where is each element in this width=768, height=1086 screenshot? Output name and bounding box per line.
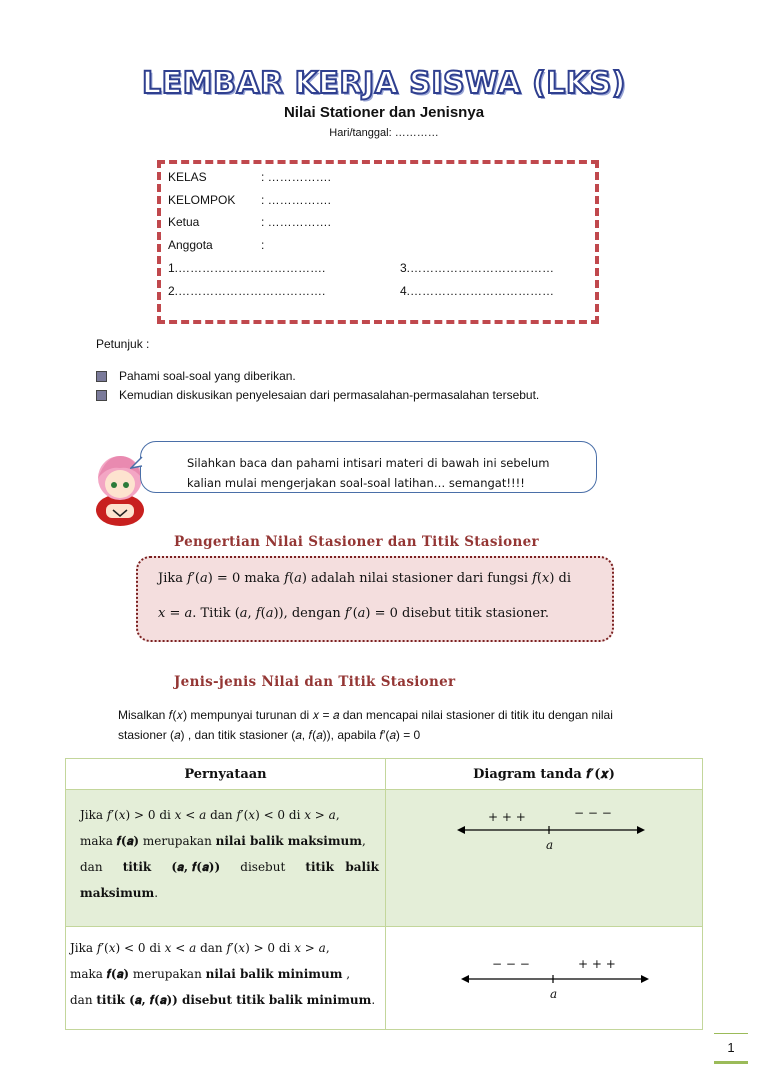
point-label: 𝑎 xyxy=(550,987,558,1001)
section-heading: Pengertian Nilai Stasioner dan Titik Stasioner xyxy=(174,534,539,550)
member-1-field: 1.………………………………. xyxy=(168,261,326,275)
intro-text: stasioner (𝑎) , dan titik stasioner (𝑎, 𝑓(𝑎)), apabila 𝑓′(𝑎) = 0 xyxy=(118,728,421,742)
member-4-field: 4.……………………………… xyxy=(400,284,555,298)
kelompok-field: : ……………. xyxy=(261,193,332,207)
point-label: 𝑎 xyxy=(546,838,554,852)
instruction-item xyxy=(96,369,296,383)
date-field: Hari/tanggal: ………… xyxy=(329,127,439,139)
statement-line: maka 𝒇(𝒂) merupakan nilai balik maksimum, xyxy=(80,834,366,848)
statement-line: Jika 𝑓′(𝑥) < 0 di 𝑥 < 𝑎 dan 𝑓′(𝑥) > 0 di 𝑥 > 𝑎, xyxy=(70,941,330,955)
left-sign: + + + xyxy=(488,810,526,824)
bubble-text xyxy=(187,453,549,493)
statement-line: maka 𝒇(𝒂) merupakan nilai balik minimum , xyxy=(70,967,351,981)
instruction-text: Kemudian diskusikan penyelesaian dari permasalahan-permasalahan tersebut. xyxy=(119,388,540,402)
sign-diagram-cell xyxy=(386,927,703,1030)
intro-text: Misalkan 𝑓(𝑥) mempunyai turunan di 𝑥 = 𝑎 dan mencapai nilai stasioner di titik itu dengan nilai xyxy=(118,708,613,722)
page-number-box xyxy=(714,1033,748,1062)
anggota-field: : xyxy=(261,238,265,252)
right-sign: − − − xyxy=(574,806,612,820)
member-3-field: 3.……………………………… xyxy=(400,261,555,275)
left-sign: − − − xyxy=(492,957,530,971)
definition-line: 𝑥 = 𝑎. Titik (𝑎, 𝑓(𝑎)), dengan 𝑓′(𝑎) = 0 disebut titik stasioner. xyxy=(158,606,549,621)
statement-cell xyxy=(66,927,386,1030)
table-header-row xyxy=(66,759,703,790)
instruction-text: Pahami soal-soal yang diberikan. xyxy=(119,369,296,383)
statement-cell xyxy=(66,790,386,927)
definition-line: Jika 𝑓′(𝑎) = 0 maka 𝑓(𝑎) adalah nilai stasioner dari fungsi 𝑓(𝑥) di xyxy=(158,571,572,586)
kelas-label: KELAS xyxy=(168,170,207,184)
bubble-line: Silahkan baca dan pahami intisari materi di bawah ini sebelum xyxy=(187,456,550,470)
identity-box xyxy=(157,160,599,324)
bubble-line: kalian mulai mengerjakan soal-soal latihan… semangat!!!! xyxy=(187,476,525,490)
column-header: Diagram tanda 𝒇′(𝒙) xyxy=(386,759,703,790)
worksheet-title: LEMBAR KERJA SISWA (LKS) xyxy=(142,66,626,101)
section-heading: Jenis-jenis Nilai dan Titik Stasioner xyxy=(174,674,456,690)
statement-line: dan titik (𝒂, 𝒇(𝒂)) disebut titik balik minimum. xyxy=(70,993,376,1007)
sign-diagram-cell xyxy=(386,790,703,927)
worksheet-subtitle: Nilai Stationer dan Jenisnya xyxy=(283,104,485,121)
statement-line: dan titik (𝒂, 𝒇(𝒂)) disebut titik balik xyxy=(80,860,379,874)
instructions-label: Petunjuk : xyxy=(96,337,150,351)
instruction-item xyxy=(96,388,539,402)
statement-line: Jika 𝑓′(𝑥) > 0 di 𝑥 < 𝑎 dan 𝑓′(𝑥) < 0 di 𝑥 > 𝑎, xyxy=(80,808,340,822)
table-row xyxy=(66,927,703,1030)
bubble-tail xyxy=(130,456,144,472)
bullet-icon xyxy=(96,390,107,401)
ketua-label: Ketua xyxy=(168,215,200,229)
definition-box xyxy=(136,556,614,642)
number-line-icon xyxy=(456,822,646,838)
statement-line: maksimum. xyxy=(80,886,159,900)
bullet-icon xyxy=(96,371,107,382)
stationary-types-table xyxy=(65,758,703,1030)
number-line-icon xyxy=(460,971,650,987)
speech-bubble xyxy=(140,441,597,493)
member-2-field: 2.………………………………. xyxy=(168,284,326,298)
anggota-label: Anggota xyxy=(168,238,213,252)
table-row xyxy=(66,790,703,927)
right-sign: + + + xyxy=(578,957,616,971)
kelompok-label: KELOMPOK xyxy=(168,193,236,207)
kelas-field: : ……………. xyxy=(261,170,332,184)
ketua-field: : ……………. xyxy=(261,215,332,229)
page-number: 1 xyxy=(727,1040,735,1055)
column-header: Pernyataan xyxy=(66,759,386,790)
page-number-underline xyxy=(714,1061,748,1064)
